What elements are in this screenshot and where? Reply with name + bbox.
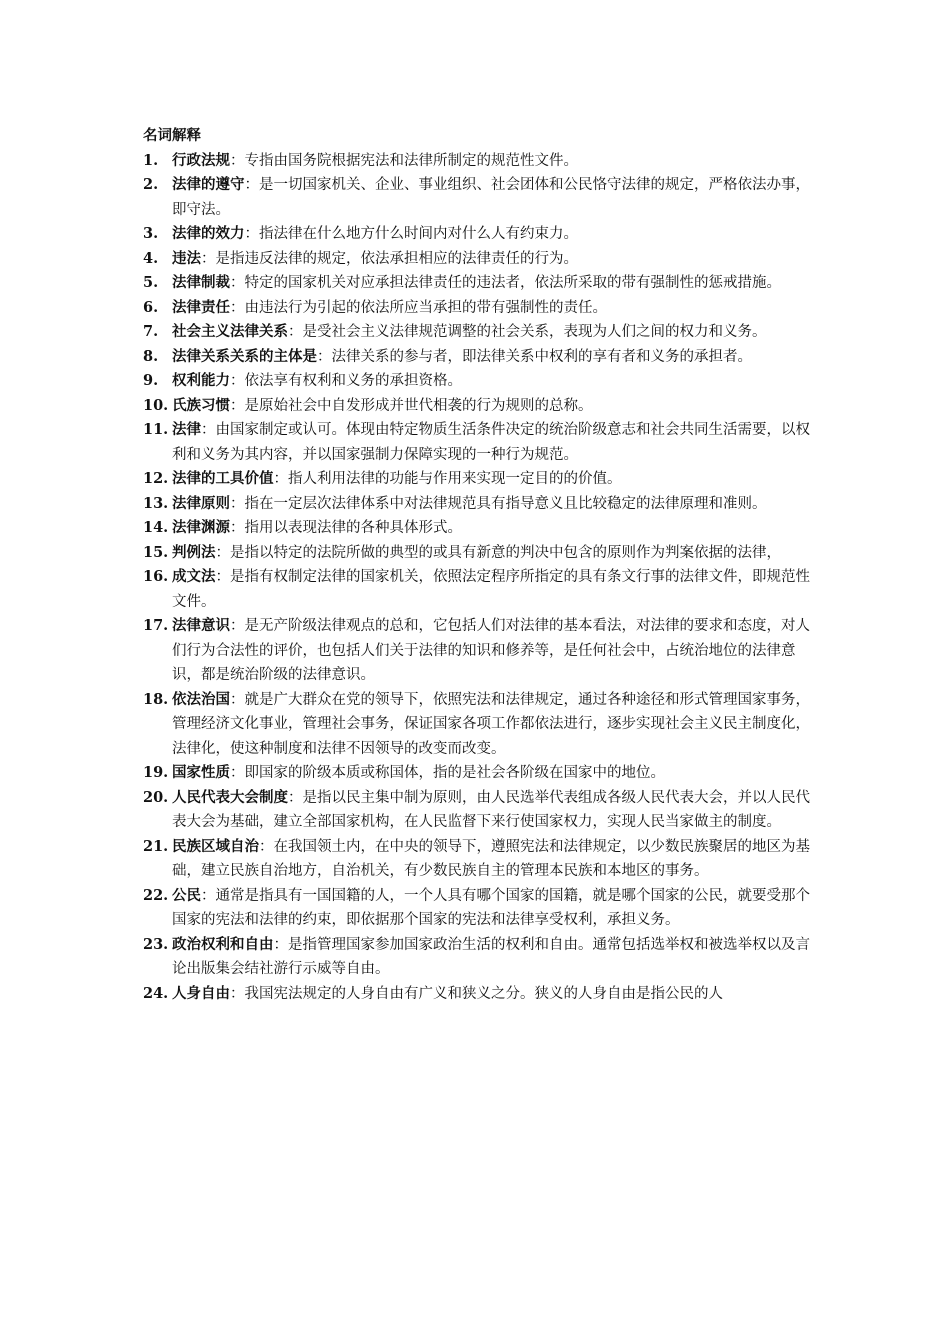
entry-term: 公民	[172, 886, 201, 904]
entry-separator: ：	[201, 887, 216, 904]
entry-term: 判例法	[172, 543, 216, 561]
term-entry	[143, 516, 813, 541]
entry-number: 13.	[143, 494, 169, 512]
entry-separator: ：	[230, 373, 245, 389]
section-heading: 名词解释	[143, 127, 201, 144]
entry-number: 12.	[143, 470, 169, 487]
term-entry	[143, 614, 813, 688]
term-entry	[143, 786, 813, 835]
entry-number: 6.	[143, 298, 159, 316]
entry-separator: ：	[230, 299, 245, 316]
term-entry	[143, 418, 813, 467]
entry-separator: ：	[317, 348, 332, 365]
entry-number: 17.	[143, 617, 169, 634]
entry-definition: 指人利用法律的功能与作用来实现一定目的的价值。	[288, 471, 622, 487]
entry-separator: ：	[230, 152, 245, 169]
entry-term: 违法	[172, 249, 201, 267]
entry-definition: 指在一定层次法律体系中对法律规范具有指导意义且比较稳定的法律原理和准则。	[244, 495, 767, 512]
term-entry	[143, 835, 813, 884]
entry-number: 1.	[143, 151, 159, 169]
entry-number: 16.	[143, 568, 169, 585]
entry-definition: 通常是指具有一国国籍的人，一个人具有哪个国家的国籍，就是哪个国家的公民，就要受那个国家的宪法和法律的约束，即依据那个国家的宪法和法律享受权利，承担义务。	[172, 887, 810, 928]
entry-term: 人民代表大会制度	[172, 788, 288, 806]
entry-definition: 即国家的阶级本质或称国体，指的是社会各阶级在国家中的地位。	[244, 765, 665, 781]
entry-definition: 专指由国务院根据宪法和法律所制定的规范性文件。	[244, 152, 578, 169]
term-entry	[143, 222, 813, 247]
entry-separator: ：	[230, 765, 245, 781]
entry-number: 3.	[143, 225, 159, 242]
entry-separator: ：	[230, 985, 245, 1002]
entry-definition: 是指违反法律的规定，依法承担相应的法律责任的行为。	[215, 250, 578, 267]
entry-separator: ：	[230, 691, 245, 708]
entry-term: 法律渊源	[172, 519, 230, 536]
entry-definition: 我国宪法规定的人身自由有广义和狭义之分。狭义的人身自由是指公民的人	[244, 985, 723, 1002]
entry-term: 法律的遵守	[172, 176, 245, 193]
entry-definition: 是受社会主义法律规范调整的社会关系，表现为人们之间的权力和义务。	[302, 324, 767, 340]
term-entry	[143, 247, 813, 272]
entry-term: 行政法规	[172, 151, 230, 169]
entry-definition: 是指以民主集中制为原则，由人民选举代表组成各级人民代表大会，并以人民代表大会为基础，建立全部国家机构，在人民监督下来行使国家权力，实现人民当家做主的制度。	[172, 789, 810, 830]
entry-number: 10.	[143, 396, 169, 414]
entry-term: 人身自由	[172, 984, 230, 1002]
term-entry	[143, 345, 813, 370]
entry-definition: 就是广大群众在党的领导下，依照宪法和法律规定，通过各种途径和形式管理国家事务，管理经济文化事业，管理社会事务，保证国家各项工作都依法进行，逐步实现社会主义民主制度化，法律化，使这种制度和法律不因领导的改变而改变。	[172, 691, 810, 757]
entry-term: 法律意识	[172, 617, 230, 634]
entry-definition: 指用以表现法律的各种具体形式。	[244, 520, 462, 536]
entry-separator: ：	[288, 789, 303, 806]
term-entry	[143, 296, 813, 321]
entry-separator: ：	[259, 838, 274, 855]
term-entry	[143, 933, 813, 982]
term-entry	[143, 541, 813, 566]
entry-separator: ：	[230, 495, 245, 512]
entry-definition: 是原始社会中自发形成并世代相袭的行为规则的总称。	[244, 397, 593, 414]
entry-term: 社会主义法律关系	[172, 323, 288, 340]
term-entry	[143, 173, 813, 222]
entry-term: 依法治国	[172, 690, 230, 708]
term-entry	[143, 394, 813, 419]
term-entry	[143, 982, 813, 1007]
entry-term: 氏族习惯	[172, 396, 230, 414]
entry-number: 21.	[143, 837, 169, 855]
term-entry	[143, 565, 813, 614]
entry-definition: 是一切国家机关、企业、事业组织、社会团体和公民恪守法律的规定，严格依法办事，即守法。	[172, 177, 810, 218]
entry-definition: 依法享有权利和义务的承担资格。	[244, 373, 462, 389]
term-entry	[143, 884, 813, 933]
entry-number: 2.	[143, 176, 159, 193]
entry-separator: ：	[201, 422, 216, 438]
entry-term: 民族区域自治	[172, 837, 259, 855]
entry-number: 11.	[143, 421, 169, 438]
entry-number: 18.	[143, 690, 169, 708]
entry-separator: ：	[230, 275, 245, 291]
entry-separator: ：	[244, 177, 259, 193]
entry-term: 法律责任	[172, 298, 230, 316]
entry-separator: ：	[273, 936, 288, 953]
entry-number: 22.	[143, 886, 169, 904]
entry-definition: 是指以特定的法院所做的典型的或具有新意的判决中包含的原则作为判案依据的法律，	[230, 544, 781, 561]
term-entry	[143, 688, 813, 762]
entry-number: 9.	[143, 372, 159, 389]
entry-separator: ：	[230, 520, 245, 536]
entry-separator: ：	[273, 471, 288, 487]
entry-definition: 特定的国家机关对应承担法律责任的违法者，依法所采取的带有强制性的惩戒措施。	[244, 275, 781, 291]
entry-separator: ：	[230, 397, 245, 414]
entry-separator: ：	[244, 226, 259, 242]
entry-number: 14.	[143, 519, 169, 536]
term-entry	[143, 761, 813, 786]
entry-definition: 由国家制定或认可。体现由特定物质生活条件决定的统治阶级意志和社会共同生活需要，以权利和义务为其内容，并以国家强制力保障实现的一种行为规范。	[172, 422, 810, 463]
entry-number: 5.	[143, 274, 159, 291]
entry-number: 24.	[143, 984, 169, 1002]
entry-number: 4.	[143, 249, 159, 267]
document-page	[143, 124, 813, 1006]
entry-term: 法律制裁	[172, 274, 230, 291]
entry-definition: 在我国领土内，在中央的领导下，遵照宪法和法律规定，以少数民族聚居的地区为基础，建立民族自治地方，自治机关，有少数民族自主的管理本民族和本地区的事务。	[172, 838, 810, 879]
entry-number: 20.	[143, 788, 169, 806]
entry-definition: 法律关系的参与者，即法律关系中权利的享有者和义务的承担者。	[331, 348, 752, 365]
entry-number: 15.	[143, 543, 169, 561]
entry-term: 政治权利和自由	[172, 935, 274, 953]
entry-separator: ：	[215, 569, 230, 585]
entry-separator: ：	[288, 324, 303, 340]
term-entry	[143, 369, 813, 394]
entry-definition: 是指管理国家参加国家政治生活的权利和自由。通常包括选举权和被选举权以及言论出版集会结社游行示威等自由。	[172, 936, 810, 977]
term-list	[143, 149, 813, 1007]
term-entry	[143, 271, 813, 296]
entry-definition: 是无产阶级法律观点的总和，它包括人们对法律的基本看法，对法律的要求和态度，对人们行为合法性的评价，也包括人们关于法律的知识和修养等，是任何社会中，占统治地位的法律意识，都是统治阶级的法律意识。	[172, 618, 810, 683]
entry-term: 国家性质	[172, 764, 230, 781]
term-entry	[143, 492, 813, 517]
term-entry	[143, 149, 813, 174]
entry-number: 23.	[143, 935, 169, 953]
term-entry	[143, 467, 813, 492]
entry-term: 法律	[172, 421, 201, 438]
entry-term: 权利能力	[172, 372, 230, 389]
entry-term: 法律关系关系的主体是	[172, 347, 317, 365]
entry-term: 成文法	[172, 568, 216, 585]
entry-definition: 指法律在什么地方什么时间内对什么人有约束力。	[259, 226, 578, 242]
entry-number: 8.	[143, 347, 159, 365]
entry-separator: ：	[201, 250, 216, 267]
entry-definition: 是指有权制定法律的国家机关，依照法定程序所指定的具有条文行事的法律文件，即规范性文件。	[172, 569, 810, 610]
entry-term: 法律的效力	[172, 225, 245, 242]
term-entry	[143, 320, 813, 345]
entry-separator: ：	[215, 544, 230, 561]
entry-number: 19.	[143, 764, 169, 781]
entry-number: 7.	[143, 323, 159, 340]
entry-definition: 由违法行为引起的依法所应当承担的带有强制性的责任。	[244, 299, 607, 316]
entry-term: 法律的工具价值	[172, 470, 274, 487]
entry-term: 法律原则	[172, 494, 230, 512]
entry-separator: ：	[230, 618, 245, 634]
